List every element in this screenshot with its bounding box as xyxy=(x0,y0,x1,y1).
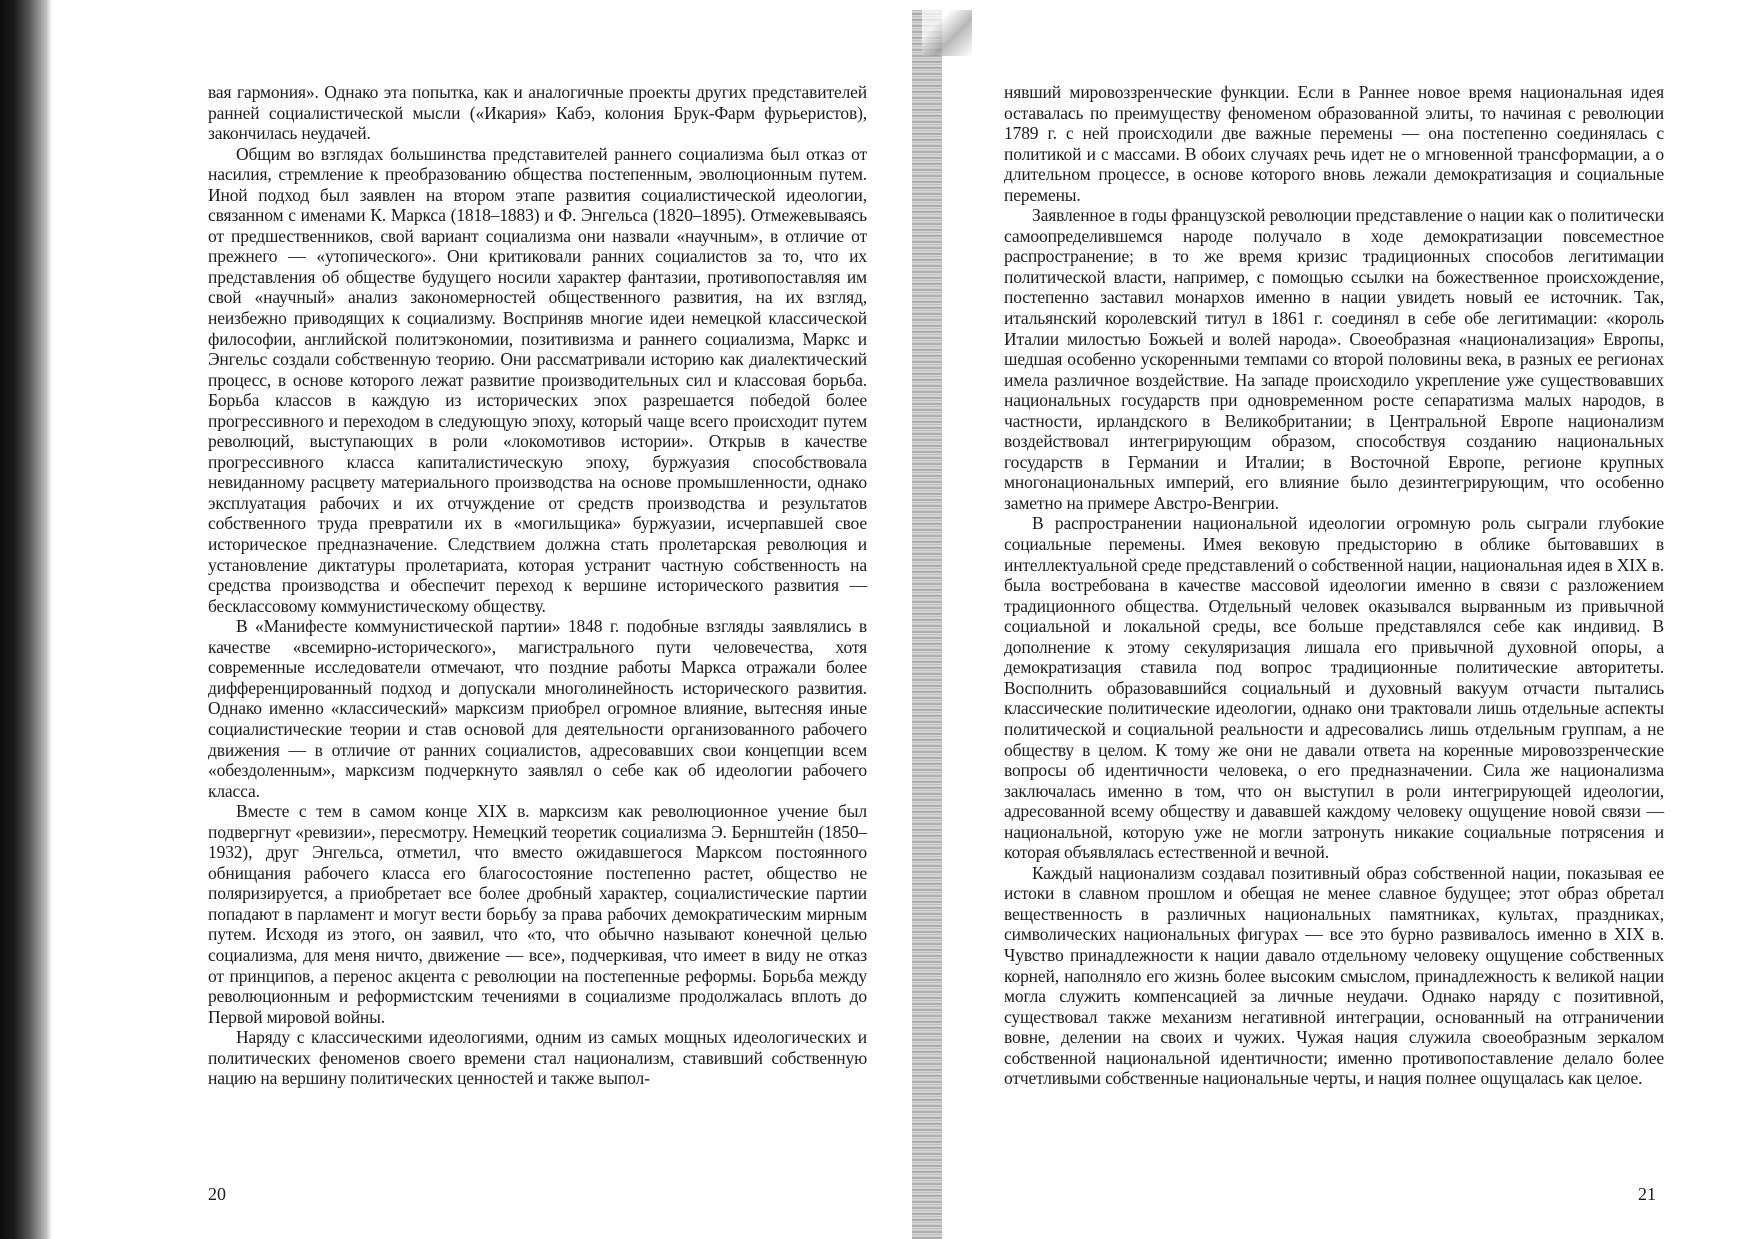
page-number-right: 21 xyxy=(1638,1184,1656,1204)
right-page-text xyxy=(1004,82,1664,1089)
paragraph: вая гармония». Однако эта попытка, как и аналогичные проекты других представителей ранней социалистической мысли («Икария» Кабэ, колония Брук-Фарм фурьеристов), закончилась неудачей. xyxy=(208,82,867,144)
paragraph: нявший мировоззренческие функции. Если в Раннее новое время национальная идея оставалась по преимуществу феноменом образованной элиты, то начиная с революции 1789 г. с ней происходили две важные перемены — она постепенно соединялась с политикой и с массами. В обоих случаях речь идет не о мгновенной трансформации, а о длительном процессе, в основе которого вновь лежали демократизация и социальные перемены. xyxy=(1004,82,1664,205)
scan-shadow-left-edge xyxy=(0,0,52,1239)
gutter-fold-shadow xyxy=(922,10,972,56)
paragraph: В «Манифесте коммунистической партии» 1848 г. подобные взгляды заявлялись в качестве «всемирно-исторического», магистрального пути человечества, хотя современные исследователи отмечают, что поздние работы Маркса отражали более дифференцированный подход и допускали многолинейность исторического развития. Однако именно «классический» марксизм приобрел огромное влияние, вытесняя иные социалистические теории и став основой для деятельности организованного рабочего движения — в отличие от ранних социалистов, адресовавших свои концепции всем «обездоленным», марксизм подчеркнуто заявлял о себе как об идеологии рабочего класса. xyxy=(208,616,867,801)
paragraph: Каждый национализм создавал позитивный образ собственной нации, показывая ее истоки в славном прошлом и обещая не менее славное будущее; этот образ обретал вещественность в различных национальных памятниках, культах, праздниках, символических национальных фигурах — все это бурно развивалось именно в XIX в. Чувство принадлежности к нации давало отдельному человеку ощущение собственных корней, наполняло его жизнь более высоким смыслом, принадлежность к великой нации могла служить компенсацией за личные неудачи. Однако наряду с позитивной, существовал также механизм негативной интеграции, основанный на отграничении вовне, делении на своих и чужих. Чужая нация служила своеобразным зеркалом собственной национальной идентичности; именно противопоставление делало более отчетливыми собственные национальные черты, и нация полнее ощущалась как целое. xyxy=(1004,862,1664,1089)
paragraph: Заявленное в годы французской революции представление о нации как о политически самоопределившемся народе получало в ходе демократизации повсеместное распространение; в то же время кризис традиционных способов легитимации политической власти, например, с помощью ссылки на божественное происхождение, постепенно заставил монархов именно в нации увидеть новый ее источник. Так, итальянский королевский титул в 1861 г. соединял в себе обе легитимации: «король Италии милостью Божьей и волей народа». Своеобразная «национализация» Европы, шедшая особенно ускоренными темпами со второй половины века, в разных ее регионах имела различное воздействие. На западе происходило укрепление уже существовавших национальных государств при одновременном росте сепаратизма малых народов, в частности, ирландского в Великобритании; в Центральной Европе национализм воздействовал интегрирующим образом, способствуя созданию национальных государств в Германии и Италии; в Восточной Европе, регионе крупных многонациональных империй, его влияние было дезинтегрирующим, что особенно заметно на примере Австро-Венгрии. xyxy=(1004,205,1664,513)
paragraph: Наряду с классическими идеологиями, одним из самых мощных идеологических и политических феноменов своего времени стал национализм, ставивший собственную нацию на вершину политических ценностей и также выпол- xyxy=(208,1027,867,1089)
paragraph: Общим во взглядах большинства представителей раннего социализма был отказ от насилия, стремление к преобразованию общества постепенным, эволюционным путем. Иной подход был заявлен на втором этапе развития социалистической идеологии, связанном с именами К. Маркса (1818–1883) и Ф. Энгельса (1820–1895). Отмежевываясь от предшественников, свой вариант социализма они назвали «научным», в отличие от прежнего — «утопического». Они критиковали ранних социалистов за то, что их представления об обществе будущего носили характер фантазии, противопоставляя им свой «научный» анализ закономерностей общественного развития, на их взгляд, неизбежно приводящих к социализму. Восприняв многие идеи немецкой классической философии, английской политэкономии, позитивизма и раннего социализма, Маркс и Энгельс создали собственную теорию. Они рассматривали историю как диалектический процесс, в основе которого лежат развитие производительных сил и классовая борьба. Борьба классов в каждую из исторических эпох разрешается победой более прогрессивного и переходом в следующую эпоху, который чаще всего происходит путем революций, выступающих в роли «локомотивов истории». Открыв в качестве прогрессивного класса капиталистическую эпоху, буржуазия способствовала невиданному расцвету материального производства на основе промышленности, однако эксплуатация рабочих и их отчуждение от средств производства и результатов собственного труда превратили их в «могильщика» буржуазии, исчерпавшей свое историческое предназначение. Следствием должна стать пролетарская революция и установление диктатуры пролетариата, которая устранит частную собственность на средства производства и обеспечит переход к вершине исторического развития — бесклассовому коммунистическому обществу. xyxy=(208,143,867,616)
left-page-text xyxy=(208,82,867,1089)
paragraph: Вместе с тем в самом конце XIX в. марксизм как революционное учение был подвергнут «ревизии», пересмотру. Немецкий теоретик социализма Э. Бернштейн (1850–1932), друг Энгельса, отметил, что вместо ожидавшегося Марксом постоянного обнищания рабочего класса его благосостояние постепенно растет, общество не поляризируется, а приобретает все более дробный характер, социалистические партии попадают в парламент и могут вести борьбу за права рабочих демократическим мирным путем. Исходя из этого, он заявил, что «то, что обычно называют конечной целью социализма, для меня ничто, движение — все», подчеркивая, что имеет в виду не отказ от принципов, а перенос акцента с революции на постепенные реформы. Борьба между революционным и реформистским течениями в социализме продолжалась вплоть до Первой мировой войны. xyxy=(208,801,867,1027)
page-number-left: 20 xyxy=(208,1184,226,1204)
right-page xyxy=(1004,82,1664,1202)
book-spine-gutter xyxy=(912,10,942,1239)
left-page xyxy=(208,82,867,1202)
paragraph: В распространении национальной идеологии огромную роль сыграли глубокие социальные перемены. Имея вековую предысторию в облике бытовавших в интеллектуальной среде представлений о собственной нации, национальная идея в XIX в. была востребована в качестве массовой идеологии именно в связи с разложением традиционного общества. Отдельный человек оказывался вырванным из привычной социальной и локальной среды, все больше представлялся себе как индивид. В дополнение к этому секуляризация лишала его привычной духовной опоры, а демократизация ставила под вопрос традиционные политические авторитеты. Восполнить образовавшийся социальный и духовный вакуум отчасти пытались классические политические идеологии, однако они трактовали лишь отдельные аспекты политической и социальной реальности и адресовались лишь отдельным группам, а не обществу в целом. К тому же они не давали ответа на коренные мировоззренческие вопросы об идентичности человека, о его предназначении. Сила же национализма заключалась именно в том, что он выступил в роли интегрирующей идеологии, адресованной всему обществу и дававшей каждому человеку ощущение новой связи — национальной, которую уже не могли затронуть никакие социальные потрясения и которая объявлялась естественной и вечной. xyxy=(1004,513,1665,863)
